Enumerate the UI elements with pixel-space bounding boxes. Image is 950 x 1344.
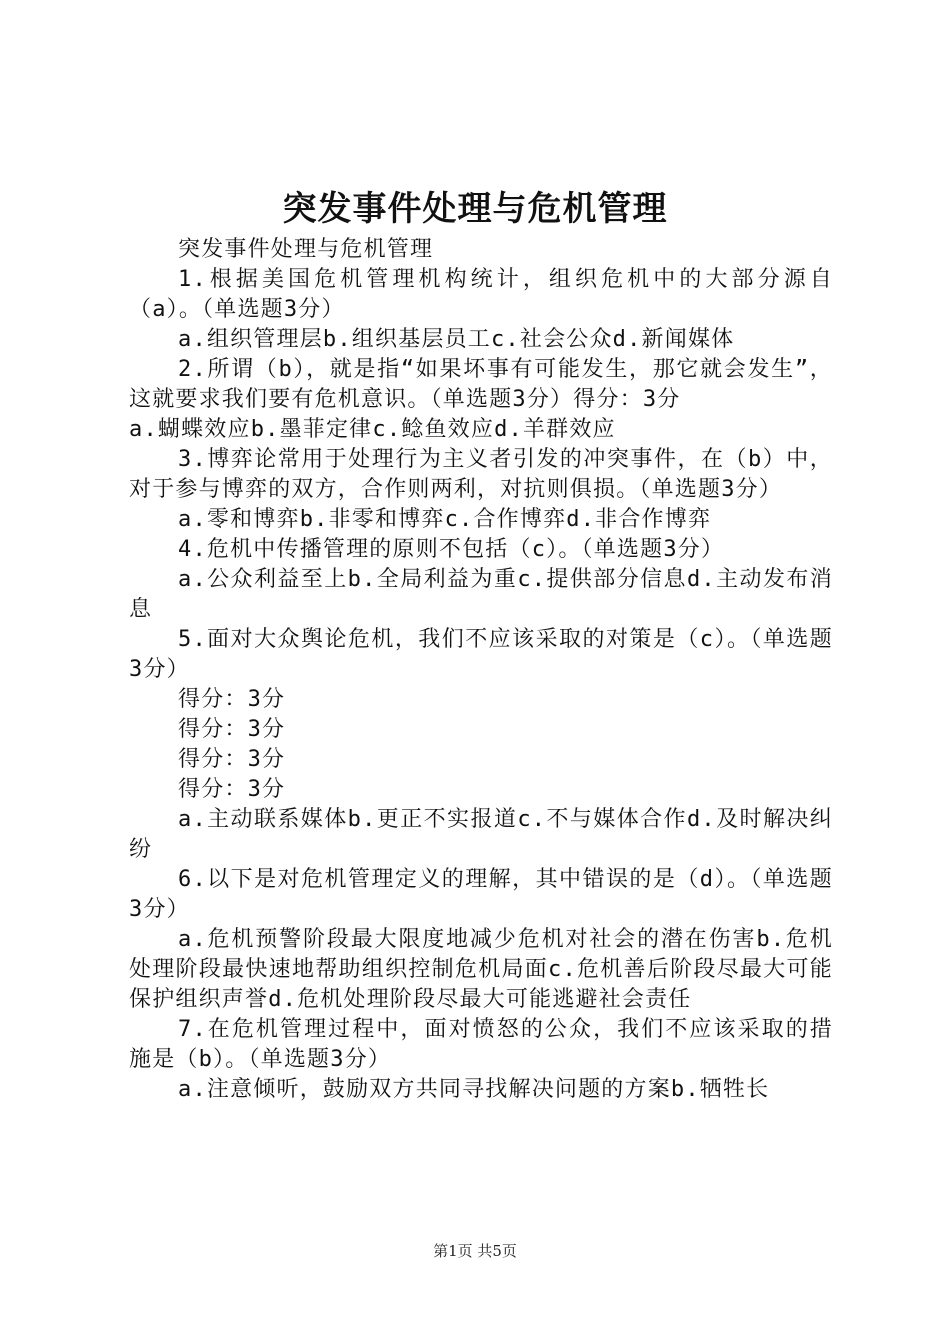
paragraph-subtitle: 突发事件处理与危机管理 [178, 237, 434, 262]
question-5: 5.面对大众舆论危机，我们不应该采取的对策是（c）。（单选题3分） [129, 627, 833, 682]
question-3: 3.博弈论常用于处理行为主义者引发的冲突事件，在（b）中，对于参与博弈的双方，合作则两利，对抗则俱损。（单选题3分） [129, 447, 833, 502]
document-title: 突发事件处理与危机管理 [282, 189, 668, 229]
question-1: 1.根据美国危机管理机构统计，组织危机中的大部分源自（a）。（单选题3分） [129, 267, 833, 322]
question-7-options: a.注意倾听，鼓励双方共同寻找解决问题的方案b.牺牲长 [178, 1077, 770, 1102]
document-body [129, 235, 833, 1105]
question-1-options: a.组织管理层b.组织基层员工c.社会公众d.新闻媒体 [178, 327, 735, 352]
page-footer: 第1页 共5页 [433, 1242, 517, 1260]
question-6-options: a.危机预警阶段最大限度地减少危机对社会的潜在伤害b.危机处理阶段最快速地帮助组织控制危机局面c.危机善后阶段尽最大可能保护组织声誉d.危机处理阶段尽最大可能逃避社会责任 [129, 927, 833, 1012]
question-6: 6.以下是对危机管理定义的理解，其中错误的是（d）。（单选题3分） [129, 867, 833, 922]
score-line: 得分：3分 [178, 687, 286, 712]
question-5-options: a.主动联系媒体b.更正不实报道c.不与媒体合作d.及时解决纠纷 [129, 807, 833, 862]
question-7: 7.在危机管理过程中，面对愤怒的公众，我们不应该采取的措施是（b）。（单选题3分） [129, 1017, 833, 1072]
question-2: 2.所谓（b），就是指“如果坏事有可能发生，那它就会发生”，这就要求我们要有危机意识。（单选题3分）得分：3分 [129, 357, 833, 412]
question-4-options: a.公众利益至上b.全局利益为重c.提供部分信息d.主动发布消息 [129, 567, 833, 622]
score-line: 得分：3分 [178, 717, 286, 742]
score-line: 得分：3分 [178, 747, 286, 772]
score-line: 得分：3分 [178, 777, 286, 802]
question-3-options: a.零和博弈b.非零和博弈c.合作博弈d.非合作博弈 [178, 507, 712, 532]
question-2-options: a.蝴蝶效应b.墨菲定律c.鲶鱼效应d.羊群效应 [129, 417, 616, 442]
question-4: 4.危机中传播管理的原则不包括（c）。（单选题3分） [178, 537, 725, 562]
